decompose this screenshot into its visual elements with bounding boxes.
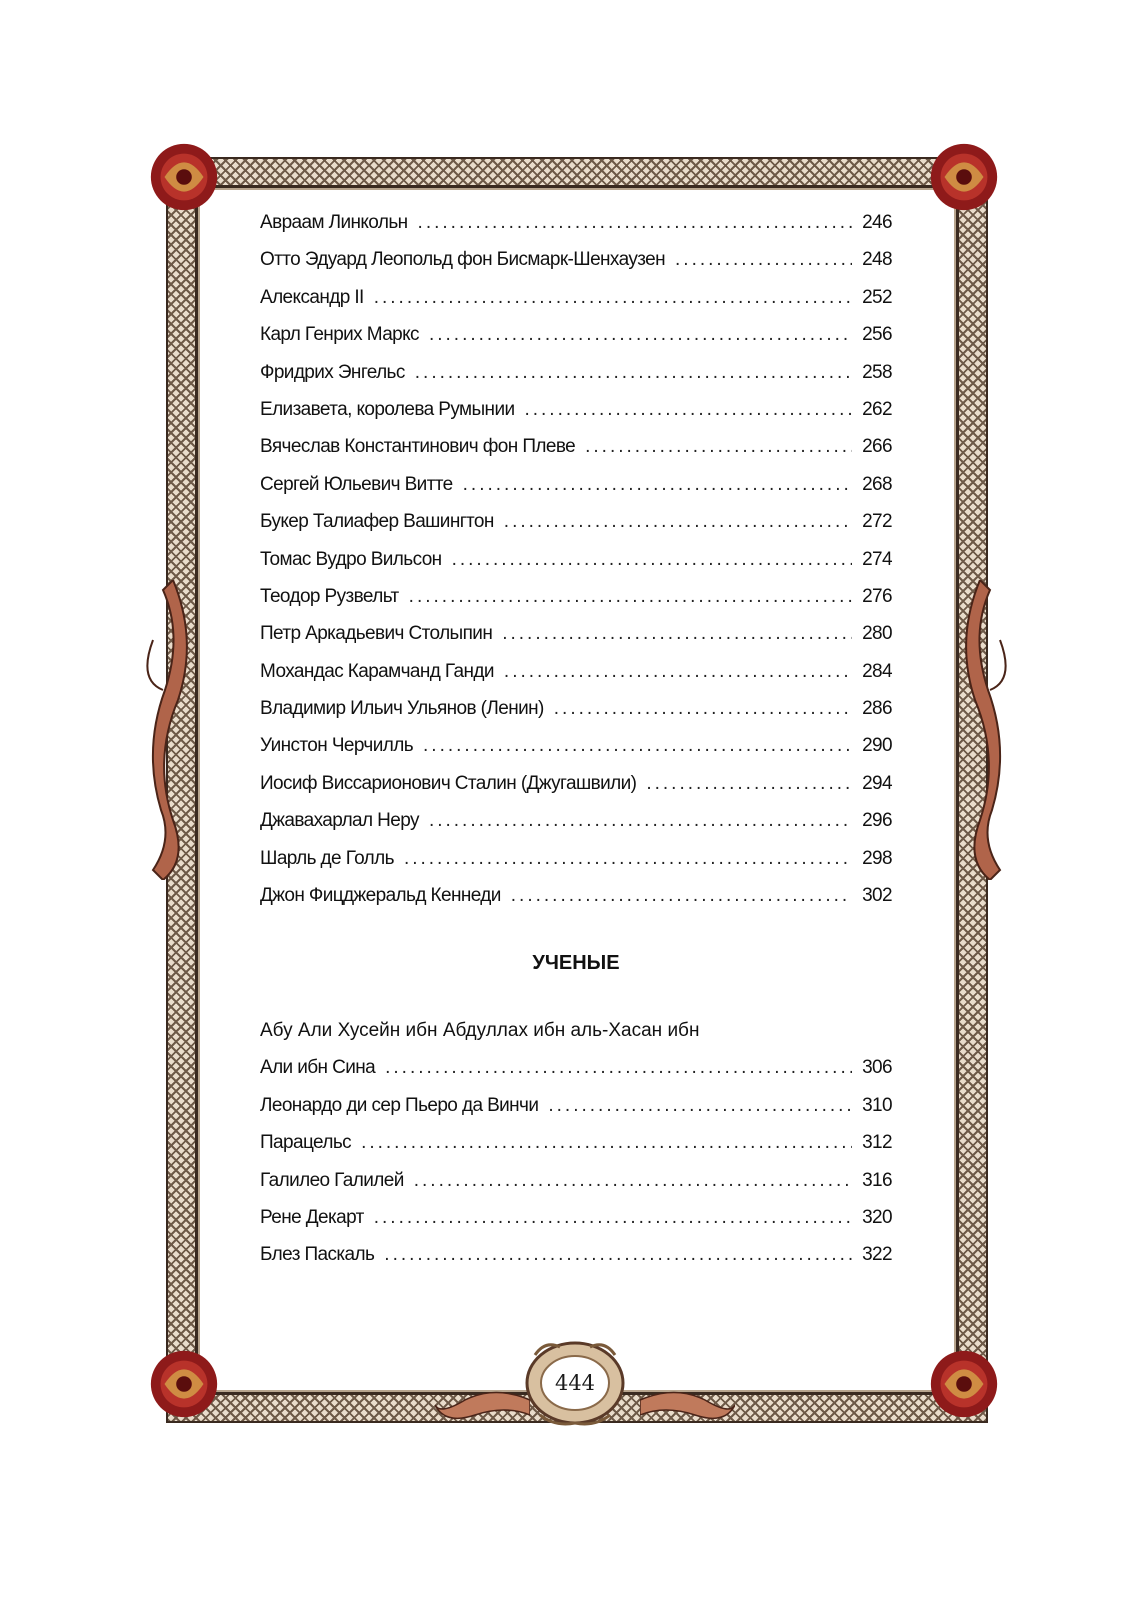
toc-entry-title: Шарль де Голль — [260, 847, 394, 869]
toc-entry[interactable] — [260, 698, 892, 735]
toc-entry-page: 296 — [862, 810, 892, 832]
toc-leader-dots — [418, 212, 852, 234]
toc-list-politicians — [260, 212, 892, 922]
toc-entry[interactable] — [260, 212, 892, 249]
toc-entry-page: 316 — [862, 1169, 892, 1191]
toc-entry-page: 286 — [862, 698, 892, 720]
toc-entry[interactable] — [260, 549, 892, 586]
toc-leader-dots — [404, 848, 852, 870]
toc-entry-title: Леонардо ди сер Пьеро да Винчи — [260, 1094, 539, 1116]
toc-list-scientists — [260, 1020, 892, 1282]
toc-entry-page: 302 — [862, 885, 892, 907]
toc-entry[interactable] — [260, 848, 892, 885]
toc-entry-title: Вячеслав Константинович фон Плеве — [260, 436, 576, 458]
toc-entry[interactable] — [260, 735, 892, 772]
toc-entry[interactable] — [260, 399, 892, 436]
rose-ornament-icon — [145, 138, 223, 216]
rose-ornament-icon — [145, 1345, 223, 1423]
section-heading-scientists: УЧЕНЫЕ — [532, 952, 620, 974]
toc-entry-title: Карл Генрих Маркс — [260, 324, 419, 346]
toc-leader-dots — [374, 1207, 852, 1229]
toc-entry[interactable] — [260, 1132, 892, 1169]
toc-entry-page: 274 — [862, 548, 892, 570]
toc-entry-title: Галилео Галилей — [260, 1169, 404, 1191]
toc-leader-dots — [554, 698, 852, 720]
toc-entry-page: 262 — [862, 398, 892, 420]
toc-entry-page: 290 — [862, 735, 892, 757]
toc-entry-page: 266 — [862, 436, 892, 458]
toc-leader-dots — [384, 1244, 852, 1266]
toc-entry[interactable] — [260, 474, 892, 511]
toc-entry[interactable] — [260, 1170, 892, 1207]
toc-entry[interactable] — [260, 810, 892, 847]
toc-entry-title: Сергей Юльевич Витте — [260, 473, 453, 495]
toc-entry-page: 272 — [862, 511, 892, 533]
toc-leader-dots — [415, 362, 852, 384]
toc-entry-page: 284 — [862, 660, 892, 682]
toc-entry-page: 268 — [862, 473, 892, 495]
toc-entry-title: Джавахарлал Неру — [260, 810, 419, 832]
toc-entry[interactable] — [260, 287, 892, 324]
toc-entry-page: 276 — [862, 585, 892, 607]
toc-leader-dots — [361, 1132, 852, 1154]
toc-entry[interactable] — [260, 1244, 892, 1281]
toc-entry[interactable] — [260, 1057, 892, 1094]
toc-entry[interactable] — [260, 885, 892, 922]
ribbon-swirl-icon — [640, 1380, 735, 1425]
toc-leader-dots — [524, 399, 852, 421]
toc-entry-page: 322 — [862, 1244, 892, 1266]
toc-entry-title: Теодор Рузвельт — [260, 585, 399, 607]
toc-entry[interactable] — [260, 511, 892, 548]
scroll-ribbon-icon — [143, 580, 203, 880]
toc-leader-dots — [675, 249, 852, 271]
toc-entry[interactable] — [260, 1207, 892, 1244]
toc-leader-dots — [414, 1170, 852, 1192]
toc-entry-page: 252 — [862, 286, 892, 308]
toc-entry[interactable] — [260, 324, 892, 361]
toc-entry[interactable] — [260, 586, 892, 623]
toc-entry-page: 306 — [862, 1057, 892, 1079]
toc-leader-dots — [502, 623, 852, 645]
toc-entry[interactable] — [260, 773, 892, 810]
toc-leader-dots — [429, 810, 852, 832]
toc-entry-continued-title: Абу Али Хусейн ибн Абдуллах ибн аль-Хасан ибн — [260, 1020, 700, 1041]
toc-leader-dots — [504, 661, 852, 683]
toc-entry-title: Парацельс — [260, 1132, 352, 1154]
toc-leader-dots — [429, 324, 852, 346]
toc-entry-title: Петр Аркадьевич Столыпин — [260, 623, 493, 645]
toc-leader-dots — [548, 1095, 852, 1117]
toc-entry[interactable] — [260, 249, 892, 286]
scroll-ribbon-icon — [950, 580, 1010, 880]
toc-entry[interactable] — [260, 661, 892, 698]
toc-entry-title: Александр II — [260, 286, 364, 308]
toc-entry[interactable] — [260, 623, 892, 660]
toc-entry-title: Рене Декарт — [260, 1206, 364, 1228]
toc-entry-page: 312 — [862, 1132, 892, 1154]
toc-entry-page: 256 — [862, 324, 892, 346]
toc-entry-title: Джон Фицджеральд Кеннеди — [260, 885, 501, 907]
toc-entry-page: 310 — [862, 1094, 892, 1116]
toc-entry[interactable] — [260, 362, 892, 399]
toc-entry-title: Томас Вудро Вильсон — [260, 548, 442, 570]
toc-leader-dots — [463, 474, 852, 496]
toc-leader-dots — [511, 885, 852, 907]
toc-leader-dots — [452, 549, 852, 571]
toc-leader-dots — [374, 287, 852, 309]
toc-entry-page: 248 — [862, 249, 892, 271]
page-number: 444 — [554, 1371, 596, 1395]
toc-entry-title: Иосиф Виссарионович Сталин (Джугашвили) — [260, 772, 637, 794]
toc-leader-dots — [646, 773, 852, 795]
toc-entry-title: Уинстон Черчилль — [260, 735, 414, 757]
toc-entry-title: Владимир Ильич Ульянов (Ленин) — [260, 698, 544, 720]
toc-entry-title: Блез Паскаль — [260, 1244, 375, 1266]
toc-entry[interactable] — [260, 1095, 892, 1132]
rose-ornament-icon — [925, 138, 1003, 216]
toc-entry-title: Отто Эдуард Леопольд фон Бисмарк-Шенхаузен — [260, 249, 666, 271]
toc-entry-title: Мохандас Карамчанд Ганди — [260, 660, 494, 682]
toc-entry-page: 298 — [862, 847, 892, 869]
toc-entry-page: 246 — [862, 212, 892, 233]
rose-ornament-icon — [925, 1345, 1003, 1423]
toc-entry-title: Али ибн Сина — [260, 1057, 376, 1079]
toc-leader-dots — [585, 436, 852, 458]
toc-entry-title: Букер Талиафер Вашингтон — [260, 511, 494, 533]
toc-leader-dots — [423, 735, 852, 757]
toc-leader-dots — [409, 586, 852, 608]
toc-entry-title: Елизавета, королева Румынии — [260, 398, 515, 420]
toc-entry-page: 320 — [862, 1206, 892, 1228]
toc-entry-page: 280 — [862, 623, 892, 645]
toc-leader-dots — [385, 1057, 852, 1079]
toc-entry-page: 294 — [862, 772, 892, 794]
toc-entry[interactable] — [260, 436, 892, 473]
toc-entry-title: Фридрих Энгельс — [260, 361, 405, 383]
toc-entry-title: Авраам Линкольн — [260, 212, 408, 233]
toc-leader-dots — [504, 511, 852, 533]
toc-entry-page: 258 — [862, 361, 892, 383]
